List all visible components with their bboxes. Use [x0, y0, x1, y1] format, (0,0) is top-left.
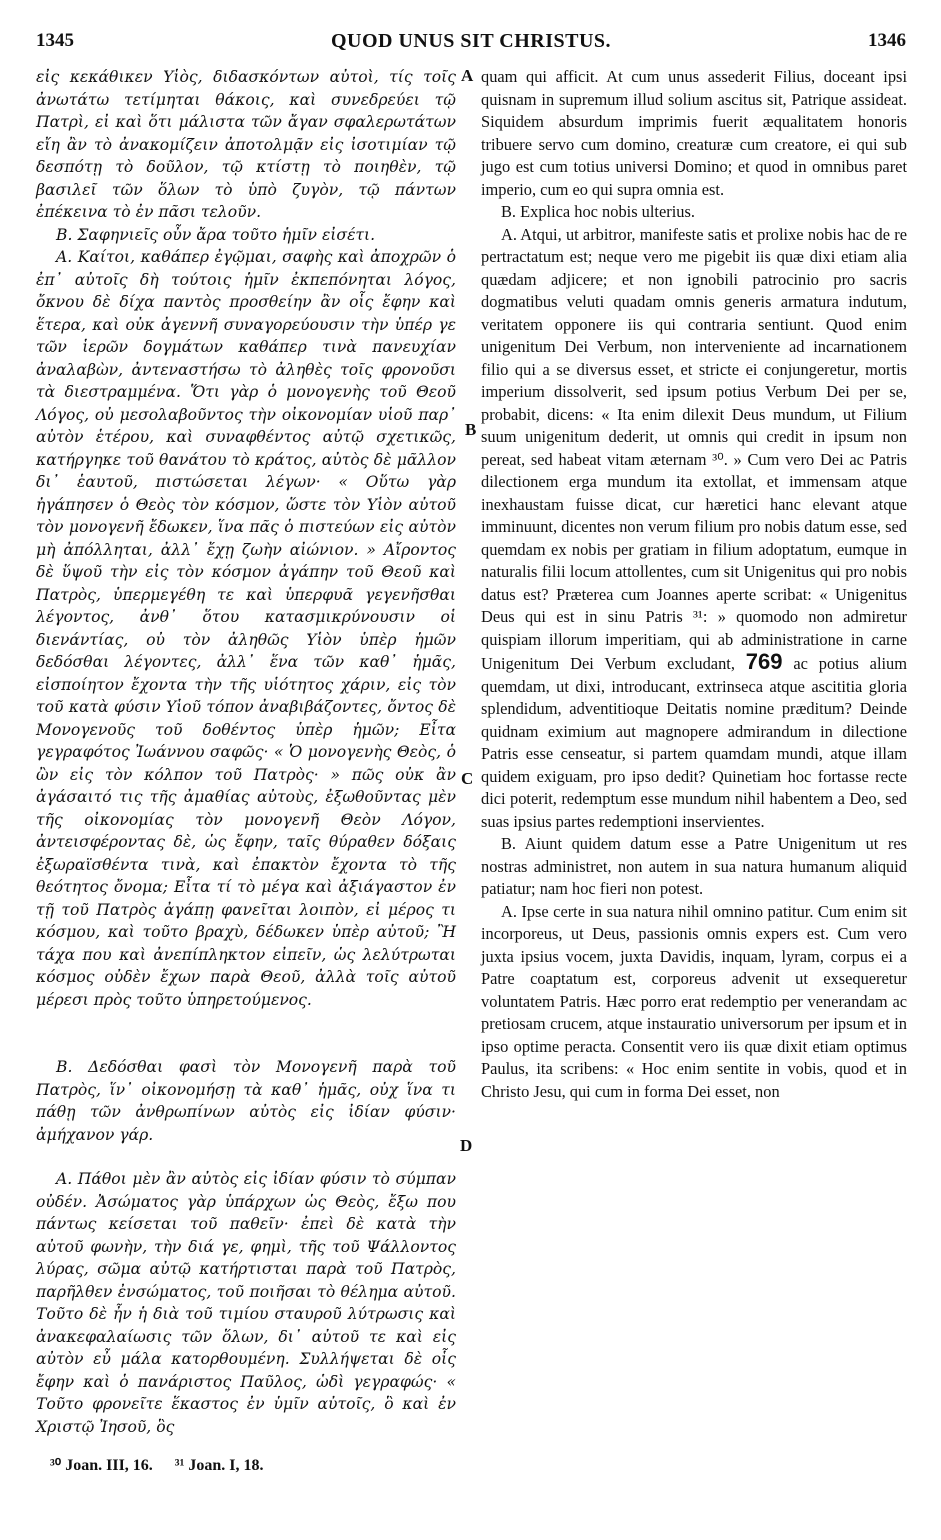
greek-paragraph: Α. Πάθοι μὲν ἂν αὐτὸς εἰς ἰδίαν φύσιν τὸ σύμπαν οὐδέν. Ἀσώματος γὰρ ὑπάρχων ὡς Θεὸς, ἔξω που πάντως κείσεται τοῦ παθεῖν· ἐπεὶ δὲ κατὰ τὴν αὐτοῦ φωνὴν, τὴν διά γε, φημὶ, τῆς τοῦ Ψάλλοντος λύρας, σῶμα αὐτῷ κατήρτισται παρὰ τοῦ Πατρὸς, παρῆλθεν ἐνσώματος, τοῦ ποιῆσαι τὸ θέλημα αὐτοῦ. Τοῦτο δὲ ἦν ἡ διὰ τοῦ τιμίου σταυροῦ λύτρωσις καὶ ἀνακεφαλαίωσις τῶν ὅλων, δι᾽ αὐτοῦ τε καὶ εἰς αὐτὸν εὖ μάλα κατορθουμένη. Συλλήψεται δὲ οἷς ἔφην καὶ ὁ πανάριστος Παῦλος, ὡδὶ γεγραφώς· « Τοῦτο φρονεῖτε ἕκαστος ἐν ὑμῖν αὐτοῖς, ὃ καὶ ἐν Χριστῷ Ἰησοῦ, ὃς	[36, 1170, 456, 1436]
page-number-right: 1346	[868, 30, 906, 51]
margin-marker-c: C	[461, 769, 474, 788]
greek-paragraph: εἰς κεκάθικεν Υἱὸς, διδασκόντων αὐτοὶ, τίς τοῖς ἀνωτάτω τετίμηται θάκοις, καὶ συνεδρεύει τῷ Πατρὶ, εἰ καὶ ὅτι μάλιστα τῶν ἄγαν σφαλερωτάτων εἴη ἂν τὸ ἀνακομίζειν ἀποτολμᾷν εἰς ἰσοτιμίαν τῷ δεσπότῃ τὸ δοῦλον, τῷ κτίστῃ τὸ ποιηθὲν, τῷ βασιλεῖ τῶν ὅλων τὸ ὑπὸ ζυγὸν, τῷ πάντων ἐπέκεινα τὸ ἐν πᾶσι τελοῦν.	[36, 68, 456, 221]
footnote: ³⁰ Joan. III, 16.	[50, 1457, 153, 1474]
running-title: QUOD UNUS SIT CHRISTUS.	[330, 30, 612, 52]
latin-text: ac potius alium quemdam, ut dixi, introducant, extrinseca atque ascititia gloria splendidum, adventitioque Deitatis nomine præditum? Deinde quidnam eximium aut magnopere admirandum in dilectione Patris esse censeatur, si partem quamdam mundi, atque illam quidem exiguam, pro ipso dedit? Quinetiam hoc fortasse recte dici poterit, redemptum esse mundum nihil habentem a Deo, sed suas ipsius partes redemptioni inservientes.	[481, 654, 907, 831]
column-number: 769	[745, 649, 783, 674]
latin-paragraph	[481, 224, 907, 834]
page-number-left: 1345	[36, 30, 74, 51]
greek-paragraph: Β. Δεδόσθαι φασὶ τὸν Μονογενῆ παρὰ τοῦ Πατρὸς, ἵν᾽ οἰκονομήσῃ τὰ καθ᾽ ἡμᾶς, οὐχ ἵνα τι πάθῃ τῶν ἀνθρωπίνων αὐτὸς εἰς ἰδίαν φύσιν· ἀμήχανον γάρ.	[36, 1058, 456, 1144]
page-header	[36, 30, 906, 60]
margin-marker-d: D	[460, 1136, 473, 1155]
footnotes	[50, 1455, 282, 1475]
latin-text: A. Atqui, ut arbitror, manifeste satis et prolixe nobis hac de re pertractatum est; neque vero me pigebit iis quæ dixi etiam alia quædam adjicere; et non ignobili patrocinio pro sacris dogmatibus veluti quadam omnis generis armatura indutum, veritatem opponere iis qui contraria sentiunt. Quod enim unigenitum Dei Verbum, non interveniente ad incarnationem filio qui a se diversus esset, et stricte ei conjungeretur, mortis imperium dissolverit, sed ipsum potius Verbum Dei per se, probabit, dicens: « Ita enim dilexit Deus mundum, ut Filium suum unigenitum dederit, ut omnis qui credit in ipsum non pereat, sed habeat vitam æternam ³⁰. » Cum vero Dei ac Patris dilectionem erga mundum ita extollat, et immensam atque inexhaustam fuisse dicat, cur hæretici hanc elevant atque imminuunt, dicentes non verum filium pro nobis datum esse, sed quemdam ex nobis per gratiam in filium adoptatum, eumque in naturalis filii locum attollentes, cum sit Unigenitus qui pro nobis datus est? Præterea cum Joannes aperte scribat: « Unigenitus Deus qui est in sinu Patris ³¹: » quomodo non admiretur quispiam illorum imperitiam, qui ab administratione in carne Unigenitum Dei Verbum excludant,	[481, 224, 907, 673]
footnote: ³¹ Joan. I, 18.	[174, 1457, 264, 1474]
latin-paragraph: B. Explica hoc nobis ulterius.	[501, 202, 695, 221]
latin-paragraph: B. Aiunt quidem datum esse a Patre Unigenitum ut res nostras administret, non autem in sua natura humanum aliquid patiatur; nam hoc fieri non potest.	[481, 834, 907, 898]
greek-paragraph: Β. Σαφηνιεῖς οὖν ἄρα τοῦτο ἡμῖν εἰσέτι.	[56, 225, 376, 244]
latin-paragraph: A. Ipse certe in sua natura nihil omnino patitur. Cum enim sit incorporeus, ut Deus, passionis omnis expers est. Cum vero juxta ipsius vocem, juxta Davidis, inquam, lyram, corpus ei a Patre coaptatum est, corporeus advenit ut exsequeretur voluntatem Patris. Hæc porro erat redemptio per venerandam ac pretiosam crucem, atque instauratio universorum per ipsum et in ipso optime peracta. Consentit vero iis quæ dixit etiam optimus Paulus, ita scribens: « Hoc enim sentite in vobis, quod et in Christo Jesu, qui cum in forma Dei esset, non	[481, 901, 907, 1101]
spacer	[36, 1146, 456, 1168]
latin-column	[481, 66, 907, 1103]
greek-column	[36, 66, 456, 1438]
greek-paragraph: Α. Καίτοι, καθάπερ ἐγῷμαι, σαφὴς καὶ ἀποχρῶν ὁ ἐπ᾽ αὐτοῖς δὴ τούτοις ἡμῖν ἐκπεπόνηται λόγος, ὄκνου δὲ δίχα παντὸς προσθείην ἂν οἷς ἔφην καὶ ἕτερα, καὶ οὐκ ἀγεννῆ συναγορεύουσιν τὴν ὑπέρ γε τῶν ἱερῶν δογμάτων καθάπερ τινὰ πανευχίαν ἀναλαβὼν, ἀντεναστήσω τὸ ἀληθὲς τοῖς φρονοῦσι τὰ διεστραμμένα. Ὅτι γὰρ ὁ μονογενὴς τοῦ Θεοῦ Λόγος, οὐ μεσολαβοῦντος τὴν οἰκονομίαν υἱοῦ παρ᾽ αὐτὸν ἑτέρου, καὶ συναφθέντος αὐτῷ σχετικῶς, κατήργηκε τοῦ θανάτου τὸ κράτος, αὐτὸς δὲ μᾶλλον δι᾽ ἑαυτοῦ, πιστώσεται λέγων· « Οὕτω γὰρ ἠγάπησεν ὁ Θεὸς τὸν κόσμον, ὥστε τὸν Υἱὸν αὐτοῦ τὸν μονογενῆ ἔδωκεν, ἵνα πᾶς ὁ πιστεύων εἰς αὐτὸν μὴ ἀπόλληται, ἀλλ᾽ ἔχῃ ζωὴν αἰώνιον. » Αἴροντος δὲ ὕψοῦ τὴν εἰς τὸν κόσμον ἀγάπην τοῦ Θεοῦ καὶ Πατρὸς, ὑπερμεγέθη τε καὶ ὑπερφυᾶ γεγενῆσθαι λέγοντος, ἀνθ᾽ ὅτου κατασμικρύνουσιν οἱ διενάντίας, οὐ τὸν ἀληθῶς Υἱὸν ὑπὲρ ἡμῶν δεδόσθαι λέγοντες, ἀλλ᾽ ἕνα τῶν καθ᾽ ἡμᾶς, εἰσποίητον ἔχοντα τὴν τῆς υἱότητος χάριν, εἰς τὸν τοῦ κατὰ φύσιν Υἱοῦ τόπον ἀναβιβάζοντες, ὄντος δὲ Μονογενοῦς τοῦ δοθέντος ὑπὲρ ἡμῶν; Εἶτα γεγραφότος Ἰωάννου σαφῶς· « Ὁ μονογενὴς Θεὸς, ὁ ὢν εἰς τὸν κόλπον τοῦ Πατρὸς· » πῶς οὐκ ἂν ἀγάσαιτό τις τῆς ἀμαθίας αὐτοὺς, ἐξωθοῦντας μὲν τῆς οἰκονομίας τὸν μονογενῆ Θεὸν Λόγον, ἀντεισφέροντας δὲ, ὡς ἔφην, ταῖς θύραθεν δόξαις ἐξωραϊσθέντα τινὰ, καὶ ἐπακτὸν ἔχοντα τὸ τῆς θεότητος ὄνομα; Εἶτα τί τὸ μέγα καὶ ἀξιάγαστον ἐν τῇ τοῦ Πατρὸς ἀγάπῃ φανεῖται λοιπὸν, εἰ μέρος τι κόσμου, καὶ τοῦτο βραχὺ, δέδωκεν ὑπὲρ αὐτοῦ; Ἢ τάχα που καὶ ἀνεπίπληκτον εἰπεῖν, ὡς λελύτρωται κόσμος οὐδὲν ἔχων παρὰ Θεοῦ, ἀλλὰ τοῖς αὐτοῦ μέρεσι πρὸς τοῦτο ὑπηρετούμενος.	[36, 248, 456, 1009]
margin-marker-b: B	[465, 420, 477, 439]
margin-marker-a: A	[461, 66, 474, 85]
spacer	[36, 1011, 456, 1056]
latin-paragraph: quam qui afficit. At cum unus assederit Filius, doceant ipsi quisnam in supremum illud solium ascitus sit, Patrique assideat. Siquidem absurdum imprimis fuerit æqualitatem honoris tribuere servo cum domino, creaturæ cum creatore, ei qui sub jugo est cum totius universi Domino; et quod in omnibus paret imperio, cum eo qui supra omnia est.	[481, 67, 907, 199]
